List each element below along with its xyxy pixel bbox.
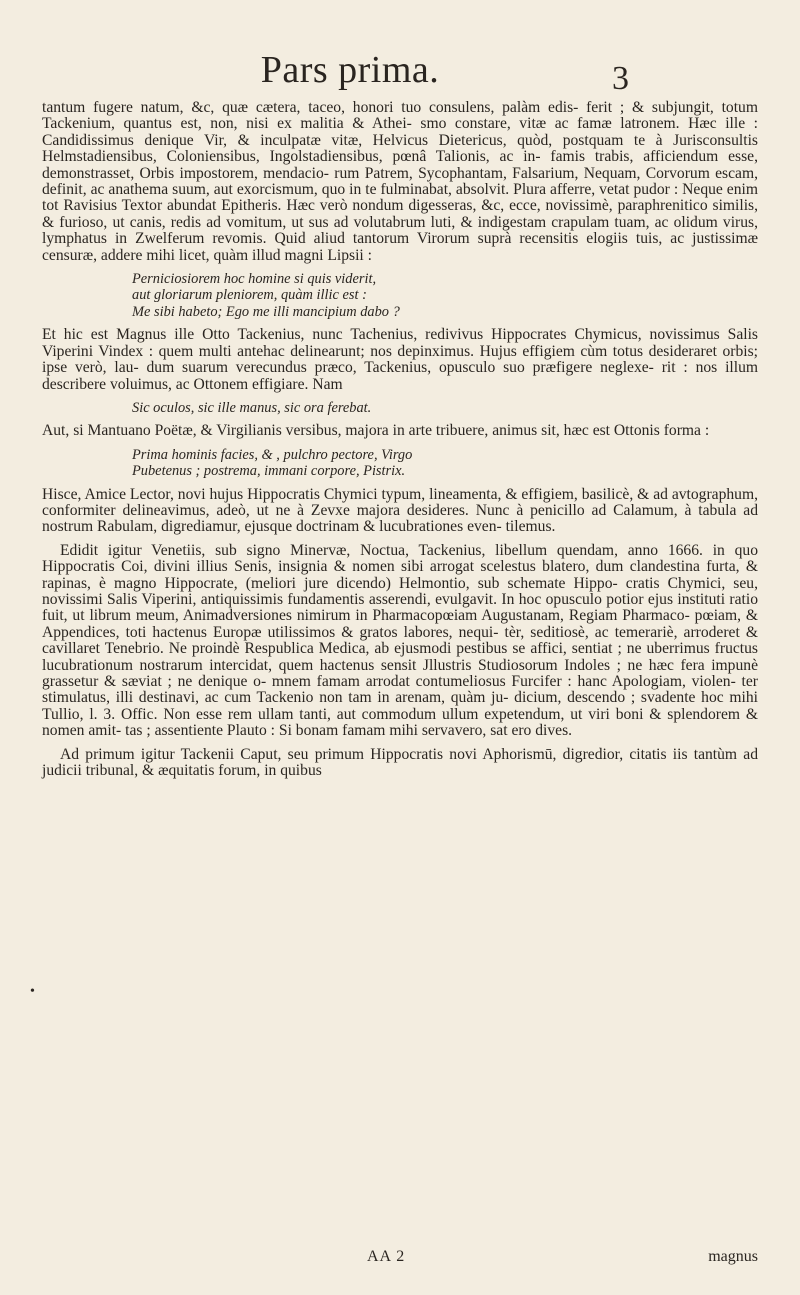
paragraph-1: tantum fugere natum, &c, quæ cætera, taceo, honori tuo consulens, palàm edis- ferit ; & subjungit, totum Tackenium, quantus est, non, nisi ex malitia & Athei- smo constare, vitæ ac famæ latronem. Hæc ille : Candidissimus denique Vir, & inculpatæ vitæ, Helvicus Dietericus, quòd, postquam te à Jurisconsultis Helmstadiensibus, Coloniensibus, Ingolstadiensibus, pœnâ Talionis, ac in- famis trabis, afficiendum esse, demonstrasset, Orbis impostorem, mendacio- rum Patrem, Sycophantam, Falsarium, Nequam, Corvorum escam, definit, ac anathema suum, aut exorcismum, quo in te fulminabat, absolvit. Plura afferre, vetat pudor : Neque enim tot Ravisius Textor abundat Epitheris. Hæc verò nondum digesseras, &c, ecce, novissimè, paraphrenitico similis, & furioso, ut canis, redis ad vomitum, ut sus ad volutabrum luti, & indigestam crapulam tuam, ac olidum virus, lymphatus in Zwelferum revomis. Quid aliud tantorum Virorum suprà recensitis elogiis tuis, ac justissimæ censuræ, addere mihi licet, quàm illud magni Lipsii :	[42, 99, 758, 264]
verse-line: Me sibi habeto; Ego me illi mancipium dabo ?	[132, 303, 400, 320]
page-number: 3	[612, 60, 629, 97]
virgil-quote	[132, 400, 758, 416]
lipsius-quote	[132, 271, 758, 320]
paragraph-6: Ad primum igitur Tackenii Caput, seu primum Hippocratis novi Aphorismū, digredior, citatis iis tantùm ad judicii tribunal, & æquitatis forum, in quibus	[42, 745, 758, 780]
paragraph-4: Hisce, Amice Lector, novi hujus Hippocratis Chymici typum, lineamenta, & effigiem, basilicè, & ad avtographum, conformiter delineavimus, adeò, ut ne à Zevxe majora desideres. Nunc à penicillo ad Calamum, à tabula ad nostrum Rabulam, digrediamur, ejusque doctrinam & lucubrationes even- tilemus.	[42, 485, 758, 536]
verse-line: Sic oculos, sic ille manus, sic ora ferebat.	[132, 399, 372, 416]
paragraph-2: Et hic est Magnus ille Otto Tackenius, nunc Tachenius, redivivus Hippocrates Chymicus, novissimus Salis Viperini Vindex : quem multi antehac delinearunt; nos depinximus. Hujus effigiem cùm totus desideraret orbis; ipse verò, lau- dum suarum verecundus præco, Tackenius, opusculo suo præfigere neglexe- rit : nos illum describere voluimus, ac Ottonem effigiare. Nam	[42, 326, 758, 393]
margin-mark: •	[30, 984, 35, 999]
page-footer	[42, 1248, 758, 1268]
paragraph-3: Aut, si Mantuano Poëtæ, & Virgilianis versibus, majora in arte tribuere, animus sit, hæc est Ottonis forma :	[42, 422, 710, 440]
verse-line: Prima hominis facies, & , pulchro pectore, Virgo	[132, 446, 413, 463]
text-body	[42, 100, 758, 786]
paragraph-5: Edidit igitur Venetiis, sub signo Minervæ, Noctua, Tackenius, libellum quendam, anno 1666. in quo Hippocratis Coi, divini illius Senis, insignia & nomen sibi arrogat scelestus blatero, dum clandestina furta, & rapinas, è magno Hippocrate, (meliori jure dicendo) Helmontio, sub schemate Hippo- cratis Chymici, seu, novissimi Salis Viperini, antiquissimis fundamentis asserendi, evulgavit. In hoc opusculo potior ejus instituti ratio fuit, ut librum meum, Animadversiones nimirum in Pharmacopœiam Augustanam, Regiam Pharmaco- pœiam, & Appendices, toti hactenus Europæ utilissimos & gratos labores, nequi- tèr, seditiosè, ac temerariè, arroderet & cavillaret Tenebrio. Ne proindè Respublica Medica, ab ejusmodi pestibus se affici, sentiat ; ne uberrimus fructus lucubrationum nostrarum intercidat, quem hactenus sensit Jllustris Studiosorum Indoles ; ne hæc fera impunè grassetur & sæviat ; ne denique o- mnem famam arrodat contumeliosus Furcifer : hanc Apologiam, violen- ter stimulatus, illi destinavi, ac cum Tackenio non tam in arenam, quàm ju- dicium, descendo ; svadente hoc mihi Tullio, l. 3. Offic. Non esse rem ullam tanti, aut commodum ullum expetendum, ut viri boni & splendorem & nomen amit- tas ; assentiente Plauto : Si bonam famam mihi servavero, sat ero dives.	[42, 541, 758, 740]
page-header	[0, 48, 800, 98]
running-title: Pars prima.	[260, 49, 440, 91]
verse-line: Pubetenus ; postrema, immani corpore, Pistrix.	[132, 463, 406, 480]
catchword: magnus	[708, 1248, 758, 1265]
verse-line: Perniciosiorem hoc homine si quis viderit,	[132, 271, 377, 288]
signature-mark: AA 2	[367, 1248, 406, 1265]
verse-line: aut gloriarum pleniorem, quàm illic est :	[132, 287, 367, 304]
mantuan-quote	[132, 447, 758, 480]
